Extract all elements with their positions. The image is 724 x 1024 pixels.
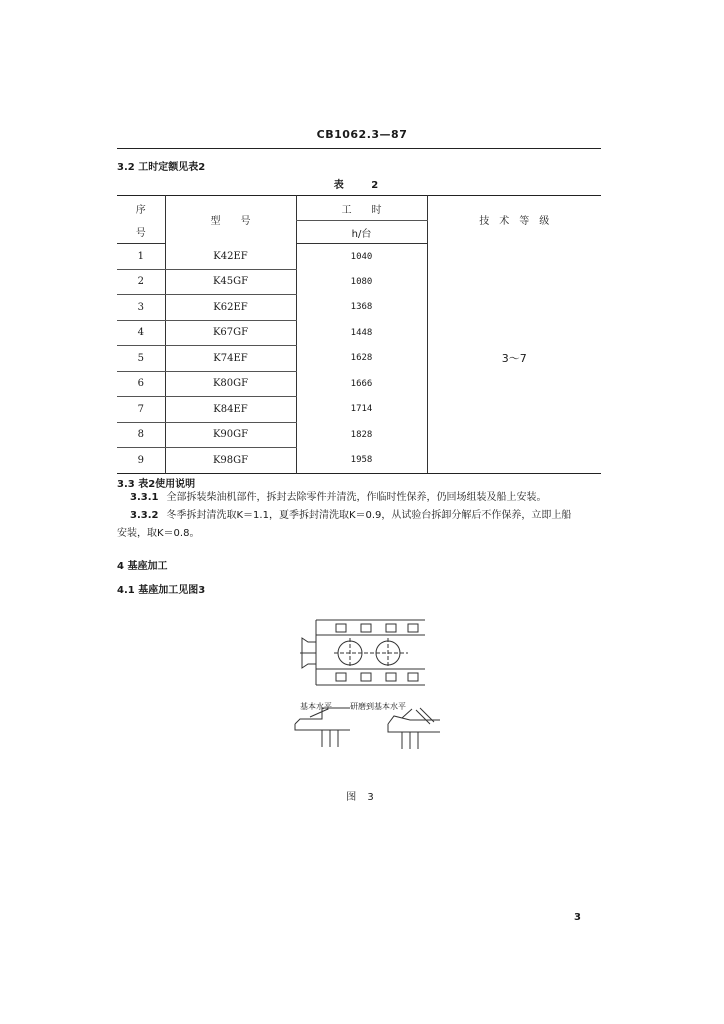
row-model: K84EF [165, 397, 296, 423]
grade-value: 3～7 [427, 244, 601, 474]
row-no: 3 [117, 295, 165, 321]
section-3-2-title: 3.2 工时定额见表2 [117, 162, 206, 173]
paragraph-number: 3.3.1 [130, 492, 159, 503]
foundation-drawing [290, 612, 450, 762]
section-4-1-title: 4.1 基座加工见图3 [117, 585, 206, 596]
table-header-row-1 [117, 196, 601, 221]
row-hours: 1448 [296, 320, 427, 346]
row-model: K62EF [165, 295, 296, 321]
row-hours: 1040 [296, 244, 427, 270]
section-3-3-title: 3.3 表2使用说明 [117, 479, 196, 490]
row-hours: 1958 [296, 448, 427, 474]
row-model: K67GF [165, 320, 296, 346]
header-model: 型 号 [165, 196, 296, 244]
row-no: 9 [137, 454, 144, 466]
page-number: 3 [574, 912, 581, 923]
row-no: 4 [117, 320, 165, 346]
row-no: 8 [117, 422, 165, 448]
row-no: 7 [117, 397, 165, 423]
row-model: K74EF [165, 346, 296, 372]
work-hour-table [117, 195, 601, 474]
row-hours: 1666 [296, 371, 427, 397]
row-hours: 1368 [296, 295, 427, 321]
header-grade: 技 术 等 级 [427, 196, 601, 244]
header-seq-top: 序 [135, 204, 146, 216]
row-hours: 1628 [296, 346, 427, 372]
figure-caption: 图 3 [346, 792, 378, 803]
row-model: K98GF [165, 448, 296, 474]
row-no: 1 [117, 244, 165, 270]
paragraph-number: 3.3.2 [130, 510, 159, 521]
row-no: 2 [117, 269, 165, 295]
row-no: 6 [117, 371, 165, 397]
row-no: 5 [117, 346, 165, 372]
paragraph-3-3-2-cont: 安装，取K＝0.8。 [117, 528, 200, 539]
section-4-title: 4 基座加工 [117, 561, 168, 572]
paragraph-3-3-1 [130, 489, 605, 507]
header-rule [117, 148, 601, 149]
table-caption: 表 2 [333, 180, 391, 191]
figure-3 [290, 612, 450, 762]
row-hours: 1080 [296, 269, 427, 295]
row-hours: 1714 [296, 397, 427, 423]
paragraph-text: 全部拆装柴油机部件，拆封去除零件并清洗，作临时性保养，仍回场组装及船上安装。 [166, 492, 547, 503]
row-model: K42EF [165, 244, 296, 270]
paragraph-3-3-2 [130, 507, 605, 525]
row-model: K45GF [165, 269, 296, 295]
header-seq-bottom: 号 [117, 221, 165, 244]
paragraph-text: 冬季拆封清洗取K＝1.1，夏季拆封清洗取K＝0.9，从试验台拆卸分解后不作保养，立即上船 [166, 510, 572, 521]
row-model: K90GF [165, 422, 296, 448]
table-row [117, 244, 601, 270]
row-model: K80GF [165, 371, 296, 397]
figure-label-left: 基本水平 [300, 702, 332, 711]
document-code: CB1062.3—87 [316, 128, 408, 141]
row-hours: 1828 [296, 422, 427, 448]
figure-label-right: 研磨到基本水平 [350, 702, 406, 711]
header-hours-unit: h/台 [296, 221, 427, 244]
header-hours-top: 工 时 [296, 196, 427, 221]
